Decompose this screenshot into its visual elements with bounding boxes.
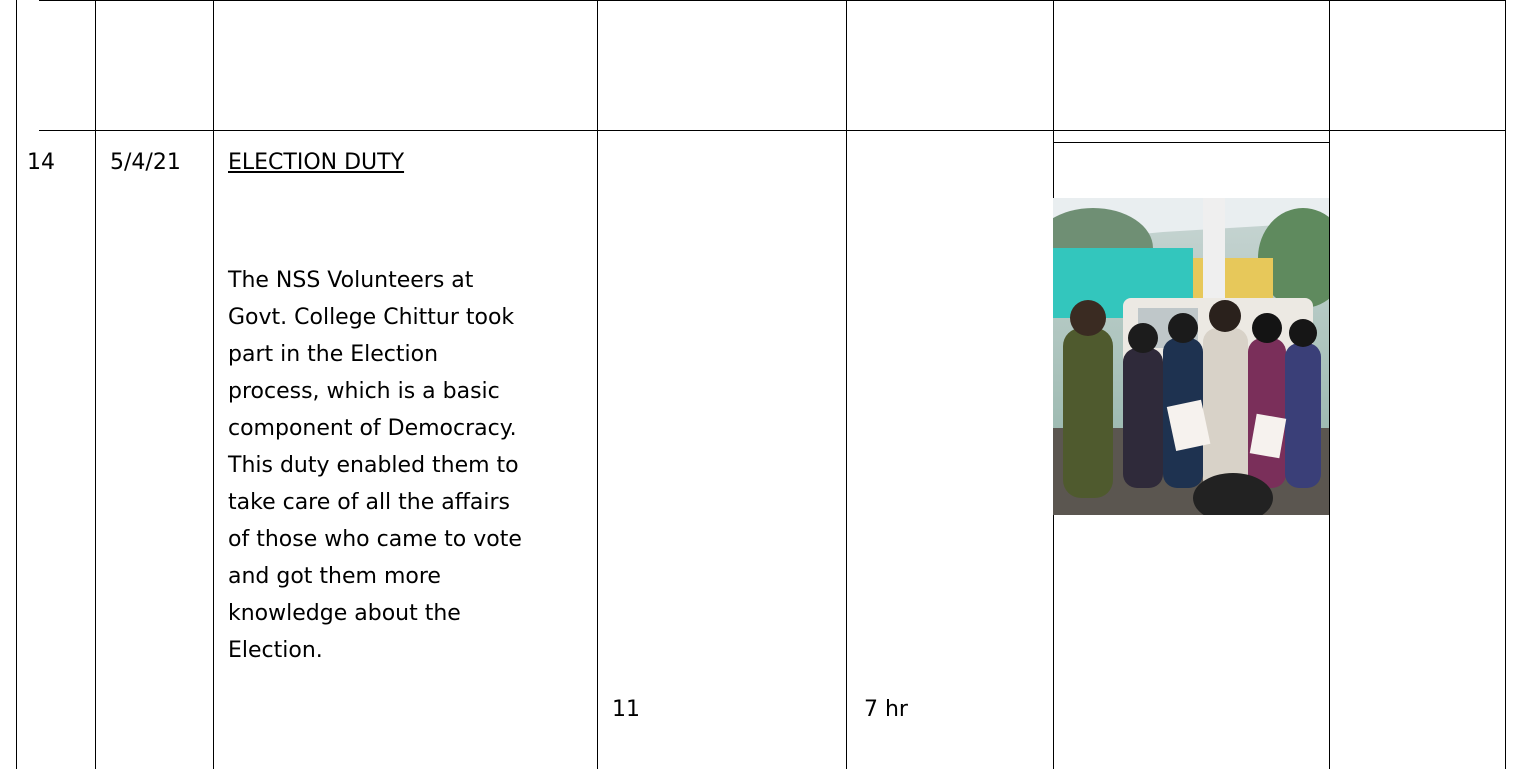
col-border-1: [16, 0, 17, 769]
row-divider: [39, 130, 1505, 131]
col-border-7: [1329, 0, 1330, 769]
col-border-8: [1505, 0, 1506, 769]
description-line: Govt. College Chittur took: [228, 305, 515, 330]
description-line: component of Democracy.: [228, 416, 517, 441]
description-line: take care of all the affairs: [228, 490, 510, 515]
col-border-4: [597, 0, 598, 769]
col-border-5: [846, 0, 847, 769]
description-line: The NSS Volunteers at: [228, 268, 474, 293]
description-line: of those who came to vote: [228, 527, 522, 552]
description-line: knowledge about the: [228, 601, 461, 626]
description-line: part in the Election: [228, 342, 439, 367]
activity-photo: [1053, 198, 1329, 515]
description-line: This duty enabled them to: [228, 453, 519, 478]
group-photo-illustration: [1053, 198, 1329, 515]
description-line: process, which is a basic: [228, 379, 500, 404]
activity-date: 5/4/21: [110, 150, 181, 175]
col-border-3: [213, 0, 214, 769]
duration: 7 hr: [864, 697, 908, 722]
description-line: and got them more: [228, 564, 441, 589]
col-border-2: [95, 0, 96, 769]
description-line: Election.: [228, 638, 323, 663]
serial-number: 14: [27, 150, 55, 175]
photo-cell-divider: [1053, 142, 1329, 143]
participant-count: 11: [612, 697, 640, 722]
table-top-border: [39, 0, 1505, 1]
activity-title: ELECTION DUTY: [228, 150, 405, 175]
